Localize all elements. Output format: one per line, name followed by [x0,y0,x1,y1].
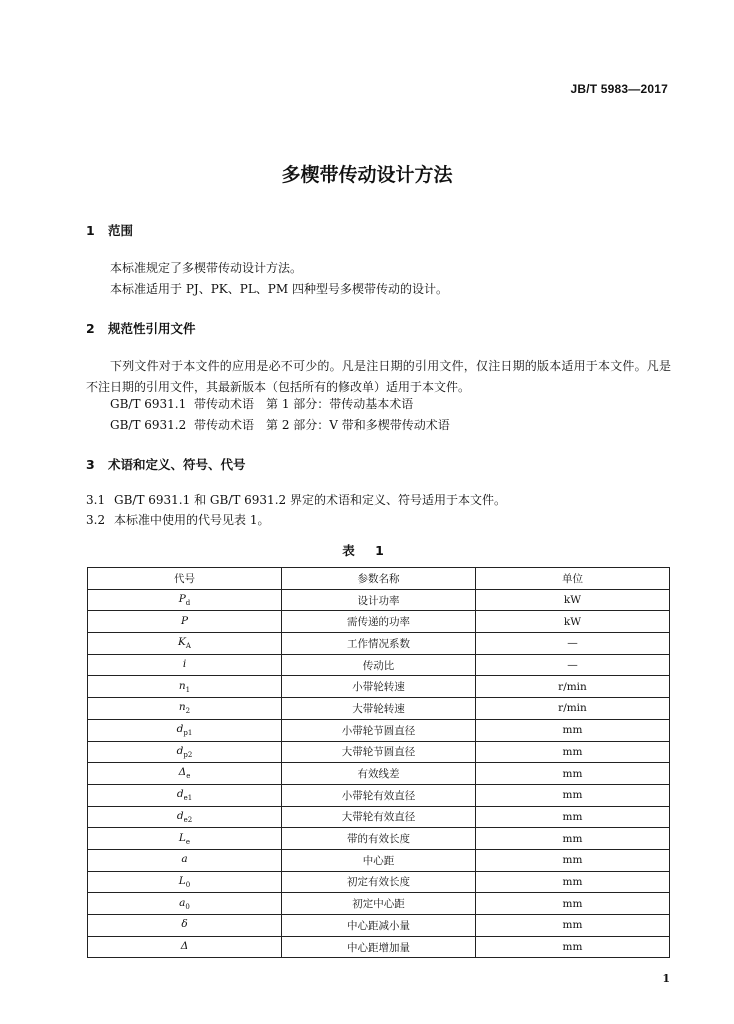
table-row [88,763,670,785]
symbol: n [178,701,186,714]
symbol-cell [88,698,282,720]
symbol-cell [88,936,282,958]
unit-cell: mm [476,828,670,850]
parameter-name-cell: 需传递的功率 [282,611,476,633]
symbol-subscript: 0 [185,902,190,911]
symbol-cell [88,611,282,633]
unit-cell: mm [476,784,670,806]
parameter-name-cell: 中心距 [282,849,476,871]
parameter-name-cell: 初定中心距 [282,893,476,915]
table-row [88,871,670,893]
symbol-subscript: 1 [185,685,191,694]
table-row [88,719,670,741]
symbol: Δ [180,939,189,952]
symbol-cell [88,633,282,655]
symbol-subscript: e1 [183,794,193,803]
symbol-cell [88,849,282,871]
symbol: i [182,658,187,671]
table-row [88,915,670,937]
section-title: 范围 [108,223,134,238]
unit-cell: mm [476,719,670,741]
section-2-heading [86,319,196,337]
unit-cell: mm [476,849,670,871]
section-title: 术语和定义、符号、代号 [108,457,246,472]
section-title: 规范性引用文件 [108,321,196,336]
symbol: δ [181,918,188,931]
symbol-cell [88,741,282,763]
unit-cell: — [476,633,670,655]
symbol: d [176,809,184,822]
parameter-name-cell: 传动比 [282,654,476,676]
unit-cell: mm [476,871,670,893]
symbol-cell [88,784,282,806]
table-row [88,893,670,915]
symbol: Δ [178,766,187,779]
table-row [88,849,670,871]
table-row [88,633,670,655]
symbol-subscript: d [185,599,191,608]
table-row [88,936,670,958]
unit-cell: mm [476,893,670,915]
parameter-name-cell: 小带轮转速 [282,676,476,698]
unit-cell: — [476,654,670,676]
table-row [88,784,670,806]
symbol-subscript: 2 [185,707,191,716]
symbol-cell [88,871,282,893]
table-row [88,654,670,676]
section-number: 3 [86,457,95,472]
parameter-name-cell: 小带轮节圆直径 [282,719,476,741]
subsection-number: 3.1 [86,493,106,507]
unit-cell: kW [476,611,670,633]
reference-title: 带传动术语 第 1 部分：带传动基本术语 [194,397,414,411]
symbol-cell [88,806,282,828]
table-row [88,676,670,698]
section-3-heading [86,455,246,473]
symbol: a [181,853,188,866]
symbol: K [178,636,186,649]
symbol: L [178,874,186,887]
reference-title: 带传动术语 第 2 部分：V 带和多楔带传动术语 [194,418,450,432]
subsection-3-2 [86,510,269,531]
unit-cell: r/min [476,698,670,720]
page-number: 1 [662,972,670,985]
symbol-subscript: e [185,837,191,846]
table-header-row [88,568,670,590]
table-row [88,806,670,828]
column-header: 参数名称 [282,568,476,590]
reference-code: GB/T 6931.2 [110,418,187,432]
symbol-cell [88,893,282,915]
parameter-name-cell: 小带轮有效直径 [282,784,476,806]
symbol-cell [88,654,282,676]
section-2-paragraph: 下列文件对于本文件的应用是必不可少的。凡是注日期的引用文件，仅注日期的版本适用于本文件。凡是不注日期的引用文件，其最新版本（包括所有的修改单）适用于本文件。 [86,359,671,394]
symbol: d [176,723,184,736]
symbol: n [178,679,186,692]
symbol-subscript: p2 [183,750,193,759]
symbol: P [178,592,186,605]
symbol-cell [88,676,282,698]
table-row [88,741,670,763]
symbol: d [176,788,184,801]
table-row [88,589,670,611]
parameter-name-cell: 有效线差 [282,763,476,785]
section-number: 1 [86,223,95,238]
unit-cell: mm [476,915,670,937]
subsection-number: 3.2 [86,513,106,527]
paragraph: 本标准适用于 PJ、PK、PL、PM 四种型号多楔带传动的设计。 [110,282,448,296]
document-number: JB/T 5983—2017 [570,82,668,96]
table-row [88,611,670,633]
symbol-subscript: e2 [183,815,193,824]
table-row [88,828,670,850]
subsection-text: 本标准中使用的代号见表 1。 [114,513,270,527]
page-title: 多楔带传动设计方法 [281,164,453,186]
parameter-name-cell: 带的有效长度 [282,828,476,850]
reference-item [110,395,413,412]
parameter-name-cell: 大带轮有效直径 [282,806,476,828]
symbol: L [178,831,186,844]
reference-item [110,416,450,433]
parameter-name-cell: 中心距增加量 [282,936,476,958]
symbol-subscript: A [185,642,191,651]
section-1-body [110,258,448,300]
symbols-table [87,567,670,958]
parameter-name-cell: 大带轮节圆直径 [282,741,476,763]
unit-cell: mm [476,936,670,958]
symbol-cell [88,763,282,785]
paragraph: 本标准规定了多楔带传动设计方法。 [110,261,303,275]
symbol: P [180,614,189,627]
reference-code: GB/T 6931.1 [110,397,187,411]
symbol-cell [88,719,282,741]
symbol: a [179,896,186,909]
symbol-subscript: e [186,772,191,781]
table-row [88,698,670,720]
parameter-name-cell: 初定有效长度 [282,871,476,893]
section-1-heading [86,221,133,239]
symbol-subscript: 0 [185,881,191,890]
unit-cell: r/min [476,676,670,698]
parameter-name-cell: 设计功率 [282,589,476,611]
unit-cell: mm [476,806,670,828]
symbol-cell [88,828,282,850]
column-header: 单位 [476,568,670,590]
symbol-cell [88,915,282,937]
unit-cell: kW [476,589,670,611]
table-caption: 表 1 [342,543,392,558]
subsection-3-1 [86,490,506,511]
subsection-text: GB/T 6931.1 和 GB/T 6931.2 界定的术语和定义、符号适用于本文件。 [114,493,506,507]
symbol-cell [88,589,282,611]
unit-cell: mm [476,763,670,785]
parameter-name-cell: 中心距减小量 [282,915,476,937]
unit-cell: mm [476,741,670,763]
column-header: 代号 [88,568,282,590]
symbol-subscript: p1 [183,729,193,738]
symbol: d [176,744,184,757]
parameter-name-cell: 工作情况系数 [282,633,476,655]
parameter-name-cell: 大带轮转速 [282,698,476,720]
section-number: 2 [86,321,95,336]
